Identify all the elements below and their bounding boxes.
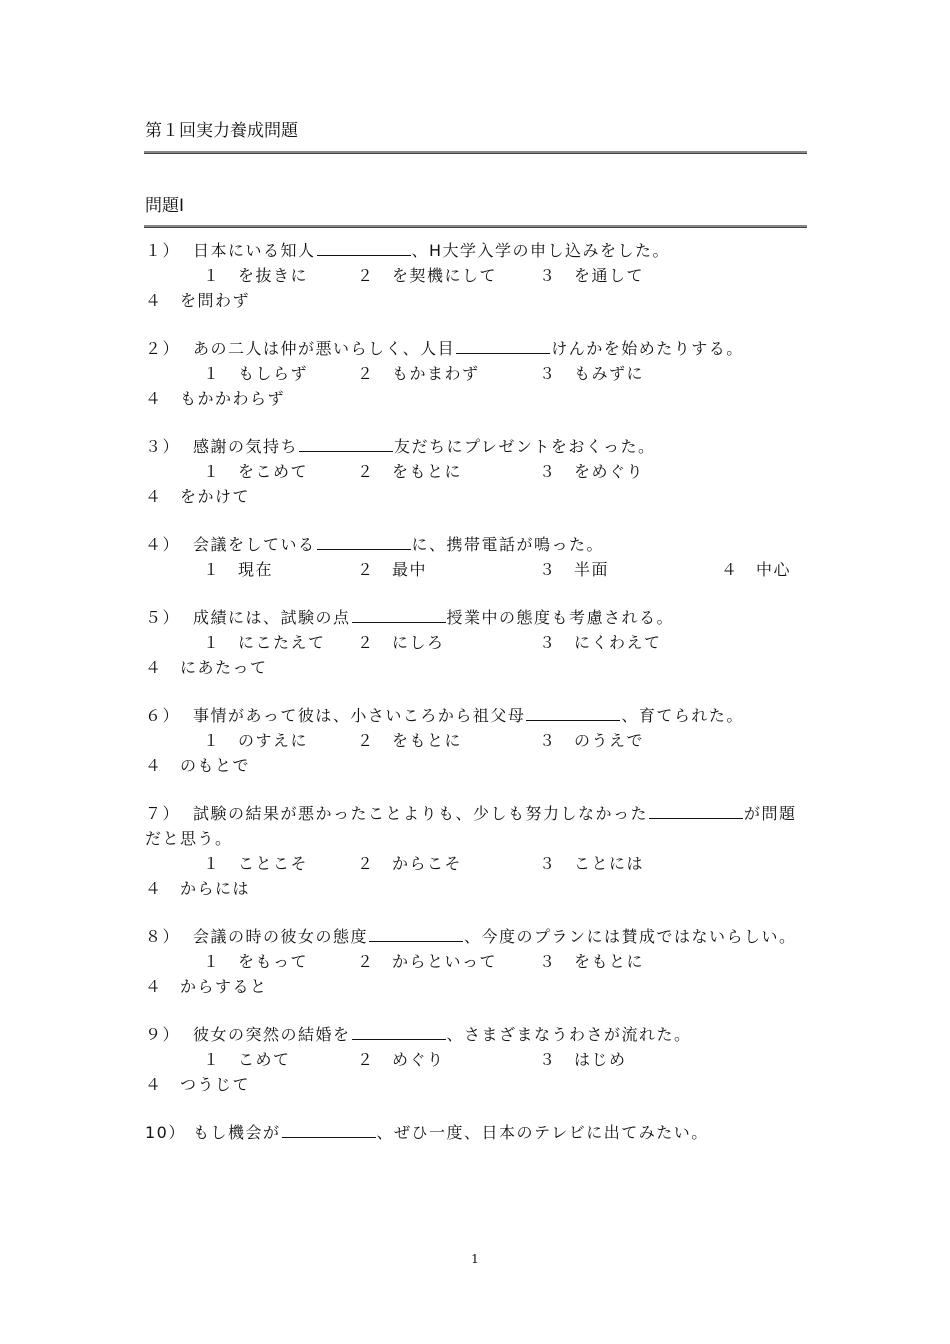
question-list xyxy=(145,238,805,1168)
answer-choice: ４ にあたって xyxy=(145,658,268,677)
answer-choices xyxy=(145,728,805,778)
answer-blank xyxy=(649,802,743,819)
question-text-before-blank: もし機会が xyxy=(193,1123,281,1142)
answer-choices xyxy=(145,851,805,901)
question-stem xyxy=(145,434,805,459)
answer-choice: ４ のもとで xyxy=(145,756,251,775)
question-stem xyxy=(145,336,805,361)
question-number: ９） xyxy=(145,1025,181,1044)
answer-choice: ３ を通して xyxy=(539,266,645,285)
question-text-after-blank: 、育てられた。 xyxy=(621,706,744,725)
answer-choice: １ 現在 xyxy=(203,560,274,579)
answer-choices xyxy=(145,630,805,680)
question-text-after-blank: 友だちにプレゼントをおくった。 xyxy=(394,437,656,456)
question-stem xyxy=(145,238,805,263)
question-stem xyxy=(145,1120,805,1145)
question-text-after-blank: が問題だと思う。 xyxy=(145,804,797,848)
question-item xyxy=(145,703,805,778)
answer-choice: ２ を契機にして xyxy=(357,266,498,285)
answer-choice: ３ をめぐり xyxy=(539,462,645,481)
answer-choice: １ こめて xyxy=(203,1050,291,1069)
answer-blank xyxy=(526,704,620,721)
answer-choice: ２ をもとに xyxy=(357,462,463,481)
question-text-after-blank: 、ぜひ一度、日本のテレビに出てみたい。 xyxy=(376,1123,709,1142)
answer-choices xyxy=(145,1047,805,1097)
question-text-before-blank: あの二人は仲が悪いらしく、人目 xyxy=(193,339,456,358)
answer-choice: ４ を問わず xyxy=(145,291,251,310)
question-text-after-blank: 、H大学入学の申し込みをした。 xyxy=(411,241,671,260)
question-stem xyxy=(145,801,805,851)
question-text-after-blank: けんかを始めたりする。 xyxy=(551,339,744,358)
answer-choice: ２ をもとに xyxy=(357,731,463,750)
question-text-after-blank: に、携帯電話が鳴った。 xyxy=(411,535,605,554)
answer-blank xyxy=(369,925,463,942)
question-item xyxy=(145,1022,805,1097)
question-text-before-blank: 日本にいる知人 xyxy=(193,241,316,260)
answer-choices xyxy=(145,949,805,999)
question-text-before-blank: 試験の結果が悪かったことよりも、少しも努力しなかった xyxy=(193,804,649,823)
answer-blank xyxy=(299,435,393,452)
question-item xyxy=(145,924,805,999)
question-item xyxy=(145,605,805,680)
question-number: ６） xyxy=(145,706,181,725)
answer-choice: ２ からといって xyxy=(357,952,498,971)
answer-blank xyxy=(352,1023,446,1040)
answer-blank xyxy=(317,533,411,550)
question-stem xyxy=(145,703,805,728)
answer-choice: ３ もみずに xyxy=(539,364,645,383)
answer-choice: ２ めぐり xyxy=(357,1050,445,1069)
question-stem xyxy=(145,605,805,630)
answer-choice: ３ をもとに xyxy=(539,952,645,971)
page-title: 第１回実力養成問題 xyxy=(145,121,298,141)
answer-choice: ４ もかかわらず xyxy=(145,389,286,408)
question-item xyxy=(145,532,805,582)
question-number: 10） xyxy=(145,1123,186,1142)
answer-choice: ４ をかけて xyxy=(145,487,251,506)
question-number: １） xyxy=(145,241,181,260)
answer-choice: １ をもって xyxy=(203,952,309,971)
answer-choice: ２ もかまわず xyxy=(357,364,480,383)
section-divider xyxy=(144,225,807,228)
answer-choice: ３ のうえで xyxy=(539,731,645,750)
answer-choice: １ をこめて xyxy=(203,462,309,481)
question-text-after-blank: 、今度のプランには賛成ではないらしい。 xyxy=(464,927,797,946)
question-number: ３） xyxy=(145,437,181,456)
answer-choice: ２ 最中 xyxy=(357,560,428,579)
title-divider xyxy=(144,151,807,154)
answer-blank xyxy=(282,1121,376,1138)
answer-choice: １ を抜きに xyxy=(203,266,309,285)
answer-choices xyxy=(145,459,805,509)
question-stem xyxy=(145,1022,805,1047)
answer-choices xyxy=(145,361,805,411)
answer-choice: ２ にしろ xyxy=(357,633,445,652)
answer-blank xyxy=(456,337,550,354)
answer-choice: １ ことこそ xyxy=(203,854,309,873)
question-text-before-blank: 彼女の突然の結婚を xyxy=(193,1025,351,1044)
question-text-after-blank: 授業中の態度も考慮される。 xyxy=(446,608,675,627)
question-number: ８） xyxy=(145,927,181,946)
question-stem xyxy=(145,924,805,949)
answer-choice: ４ からには xyxy=(145,879,251,898)
question-item xyxy=(145,238,805,313)
question-text-before-blank: 成績には、試験の点 xyxy=(193,608,351,627)
question-number: ４） xyxy=(145,535,181,554)
question-stem xyxy=(145,532,805,557)
answer-choices xyxy=(145,263,805,313)
question-text-before-blank: 会議の時の彼女の態度 xyxy=(193,927,369,946)
answer-choice: ４ 中心 xyxy=(721,560,792,579)
question-item xyxy=(145,336,805,411)
question-item xyxy=(145,434,805,509)
answer-blank xyxy=(352,606,446,623)
answer-choice: ４ からすると xyxy=(145,977,268,996)
answer-choice: ３ 半面 xyxy=(539,560,610,579)
answer-choice: １ にこたえて xyxy=(203,633,326,652)
section-heading: 問題Ⅰ xyxy=(145,196,185,216)
question-number: ５） xyxy=(145,608,181,627)
answer-choices xyxy=(145,557,805,582)
question-text-after-blank: 、さまざまなうわさが流れた。 xyxy=(446,1025,692,1044)
question-text-before-blank: 感謝の気持ち xyxy=(193,437,299,456)
answer-choice: ４ つうじて xyxy=(145,1075,251,1094)
answer-choice: １ のすえに xyxy=(203,731,309,750)
answer-choice: ３ ことには xyxy=(539,854,645,873)
answer-choice: ３ にくわえて xyxy=(539,633,662,652)
question-number: ２） xyxy=(145,339,181,358)
answer-choice: ３ はじめ xyxy=(539,1050,627,1069)
answer-choice: １ もしらず xyxy=(203,364,309,383)
answer-blank xyxy=(317,239,411,256)
question-text-before-blank: 会議をしている xyxy=(193,535,316,554)
question-item xyxy=(145,801,805,901)
question-item xyxy=(145,1120,805,1145)
question-text-before-blank: 事情があって彼は、小さいころから祖父母 xyxy=(193,706,526,725)
page-number: 1 xyxy=(471,1252,479,1266)
answer-choice: ２ からこそ xyxy=(357,854,463,873)
question-number: ７） xyxy=(145,804,181,823)
